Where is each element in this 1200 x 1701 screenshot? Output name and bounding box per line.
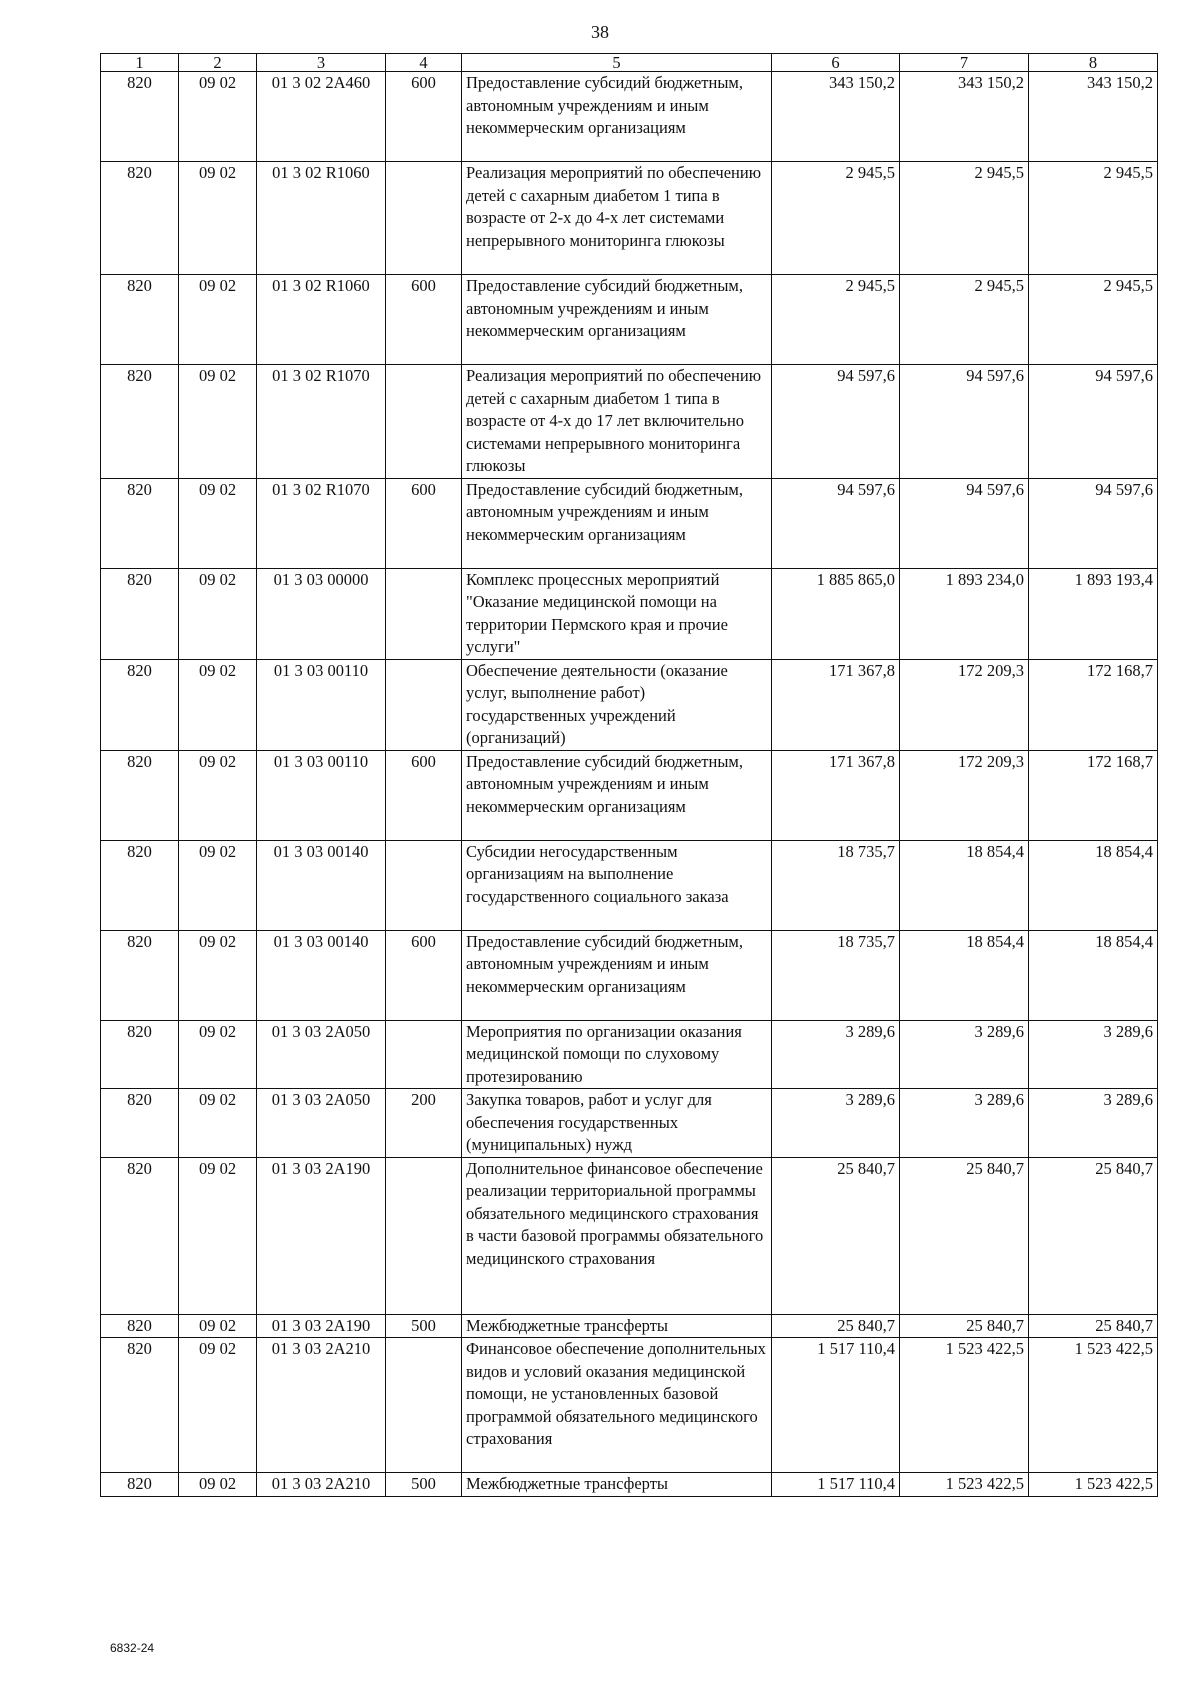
column-header-1: 1 (101, 54, 179, 72)
cell-amount-8: 18 854,4 (1029, 840, 1158, 930)
cell-description: Реализация мероприятий по обеспечению детей с сахарным диабетом 1 типа в возрасте от 2-х до 4-х лет системами непрерывного мониторинга глюкозы (462, 162, 772, 275)
cell-section: 09 02 (179, 568, 257, 659)
cell-expense-type (386, 659, 462, 750)
cell-expense-type: 200 (386, 1089, 462, 1158)
cell-amount-6: 94 597,6 (772, 365, 900, 479)
column-header-7: 7 (900, 54, 1029, 72)
cell-target-article: 01 3 03 00000 (257, 568, 386, 659)
cell-rzpr-admin: 820 (101, 1089, 179, 1158)
cell-amount-7: 1 893 234,0 (900, 568, 1029, 659)
cell-amount-6: 1 517 110,4 (772, 1473, 900, 1497)
cell-amount-8: 1 893 193,4 (1029, 568, 1158, 659)
cell-target-article: 01 3 03 00140 (257, 930, 386, 1020)
cell-amount-7: 2 945,5 (900, 162, 1029, 275)
cell-description: Обеспечение деятельности (оказание услуг, выполнение работ) государственных учреждений (организаций) (462, 659, 772, 750)
cell-description: Предоставление субсидий бюджетным, автономным учреждениям и иным некоммерческим организациям (462, 275, 772, 365)
table-row (101, 478, 1158, 568)
cell-target-article: 01 3 03 2A190 (257, 1157, 386, 1314)
cell-expense-type: 600 (386, 275, 462, 365)
document-code: 6832-24 (110, 1641, 155, 1655)
cell-target-article: 01 3 02 R1060 (257, 275, 386, 365)
cell-description: Комплекс процессных мероприятий "Оказание медицинской помощи на территории Пермского края и прочие услуги" (462, 568, 772, 659)
cell-target-article: 01 3 03 00110 (257, 750, 386, 840)
cell-description: Мероприятия по организации оказания медицинской помощи по слуховому протезированию (462, 1020, 772, 1089)
cell-section: 09 02 (179, 72, 257, 162)
cell-expense-type (386, 162, 462, 275)
cell-rzpr-admin: 820 (101, 162, 179, 275)
cell-amount-6: 1 517 110,4 (772, 1338, 900, 1473)
column-header-3: 3 (257, 54, 386, 72)
cell-expense-type (386, 1020, 462, 1089)
cell-section: 09 02 (179, 1473, 257, 1497)
cell-amount-6: 18 735,7 (772, 930, 900, 1020)
cell-target-article: 01 3 02 2A460 (257, 72, 386, 162)
cell-rzpr-admin: 820 (101, 930, 179, 1020)
cell-amount-6: 18 735,7 (772, 840, 900, 930)
cell-section: 09 02 (179, 162, 257, 275)
cell-rzpr-admin: 820 (101, 478, 179, 568)
cell-amount-6: 171 367,8 (772, 659, 900, 750)
column-header-8: 8 (1029, 54, 1158, 72)
cell-amount-8: 25 840,7 (1029, 1157, 1158, 1314)
table-body (101, 72, 1158, 1497)
cell-amount-8: 172 168,7 (1029, 750, 1158, 840)
cell-amount-8: 3 289,6 (1029, 1020, 1158, 1089)
table-row (101, 1473, 1158, 1497)
cell-description: Закупка товаров, работ и услуг для обеспечения государственных (муниципальных) нужд (462, 1089, 772, 1158)
cell-rzpr-admin: 820 (101, 365, 179, 479)
cell-expense-type: 500 (386, 1314, 462, 1338)
cell-amount-7: 25 840,7 (900, 1157, 1029, 1314)
table-row (101, 840, 1158, 930)
table-row (101, 275, 1158, 365)
budget-table (100, 53, 1158, 1497)
cell-amount-6: 2 945,5 (772, 162, 900, 275)
column-header-6: 6 (772, 54, 900, 72)
cell-amount-6: 171 367,8 (772, 750, 900, 840)
cell-amount-7: 3 289,6 (900, 1020, 1029, 1089)
cell-amount-7: 18 854,4 (900, 930, 1029, 1020)
cell-description: Межбюджетные трансферты (462, 1314, 772, 1338)
table-row (101, 365, 1158, 479)
cell-rzpr-admin: 820 (101, 1473, 179, 1497)
cell-amount-7: 1 523 422,5 (900, 1473, 1029, 1497)
cell-target-article: 01 3 03 2A050 (257, 1020, 386, 1089)
cell-amount-7: 25 840,7 (900, 1314, 1029, 1338)
cell-amount-7: 94 597,6 (900, 478, 1029, 568)
table-row (101, 1314, 1158, 1338)
cell-section: 09 02 (179, 1157, 257, 1314)
cell-section: 09 02 (179, 365, 257, 479)
cell-target-article: 01 3 03 00110 (257, 659, 386, 750)
cell-expense-type: 600 (386, 72, 462, 162)
cell-target-article: 01 3 03 2A190 (257, 1314, 386, 1338)
cell-expense-type: 600 (386, 750, 462, 840)
cell-section: 09 02 (179, 659, 257, 750)
cell-rzpr-admin: 820 (101, 72, 179, 162)
cell-description: Дополнительное финансовое обеспечение реализации территориальной программы обязательного медицинского страхования в части базовой программы обязательного медицинского страхования (462, 1157, 772, 1314)
cell-amount-6: 25 840,7 (772, 1314, 900, 1338)
table-row (101, 568, 1158, 659)
cell-section: 09 02 (179, 930, 257, 1020)
cell-amount-7: 94 597,6 (900, 365, 1029, 479)
table-row (101, 930, 1158, 1020)
cell-amount-8: 1 523 422,5 (1029, 1338, 1158, 1473)
cell-target-article: 01 3 02 R1060 (257, 162, 386, 275)
cell-amount-8: 94 597,6 (1029, 365, 1158, 479)
cell-section: 09 02 (179, 1314, 257, 1338)
table-row (101, 72, 1158, 162)
cell-section: 09 02 (179, 750, 257, 840)
cell-description: Предоставление субсидий бюджетным, автономным учреждениям и иным некоммерческим организациям (462, 750, 772, 840)
cell-amount-6: 3 289,6 (772, 1089, 900, 1158)
cell-amount-8: 1 523 422,5 (1029, 1473, 1158, 1497)
cell-target-article: 01 3 03 00140 (257, 840, 386, 930)
cell-target-article: 01 3 03 2A210 (257, 1338, 386, 1473)
column-header-5: 5 (462, 54, 772, 72)
cell-amount-6: 343 150,2 (772, 72, 900, 162)
cell-description: Предоставление субсидий бюджетным, автономным учреждениям и иным некоммерческим организациям (462, 930, 772, 1020)
table-row (101, 659, 1158, 750)
cell-amount-8: 3 289,6 (1029, 1089, 1158, 1158)
cell-amount-8: 172 168,7 (1029, 659, 1158, 750)
cell-rzpr-admin: 820 (101, 659, 179, 750)
cell-amount-7: 2 945,5 (900, 275, 1029, 365)
cell-rzpr-admin: 820 (101, 1020, 179, 1089)
cell-amount-6: 25 840,7 (772, 1157, 900, 1314)
cell-rzpr-admin: 820 (101, 840, 179, 930)
cell-amount-8: 343 150,2 (1029, 72, 1158, 162)
column-header-2: 2 (179, 54, 257, 72)
cell-description: Предоставление субсидий бюджетным, автономным учреждениям и иным некоммерческим организациям (462, 478, 772, 568)
column-number-row (101, 54, 1158, 72)
cell-expense-type (386, 568, 462, 659)
cell-rzpr-admin: 820 (101, 1314, 179, 1338)
cell-rzpr-admin: 820 (101, 1157, 179, 1314)
cell-section: 09 02 (179, 1338, 257, 1473)
cell-rzpr-admin: 820 (101, 568, 179, 659)
table-row (101, 1020, 1158, 1089)
cell-amount-8: 2 945,5 (1029, 275, 1158, 365)
cell-amount-6: 2 945,5 (772, 275, 900, 365)
cell-expense-type (386, 1338, 462, 1473)
cell-amount-6: 94 597,6 (772, 478, 900, 568)
cell-description: Предоставление субсидий бюджетным, автономным учреждениям и иным некоммерческим организациям (462, 72, 772, 162)
cell-description: Финансовое обеспечение дополнительных видов и условий оказания медицинской помощи, не установленных базовой программой обязательного медицинского страхования (462, 1338, 772, 1473)
cell-amount-8: 2 945,5 (1029, 162, 1158, 275)
cell-amount-8: 18 854,4 (1029, 930, 1158, 1020)
cell-description: Межбюджетные трансферты (462, 1473, 772, 1497)
table-row (101, 1157, 1158, 1314)
cell-expense-type (386, 1157, 462, 1314)
page-number: 38 (591, 22, 609, 42)
cell-rzpr-admin: 820 (101, 750, 179, 840)
table-row (101, 162, 1158, 275)
cell-amount-6: 1 885 865,0 (772, 568, 900, 659)
cell-amount-8: 94 597,6 (1029, 478, 1158, 568)
cell-expense-type: 600 (386, 478, 462, 568)
column-header-4: 4 (386, 54, 462, 72)
cell-target-article: 01 3 03 2A050 (257, 1089, 386, 1158)
table-row (101, 1089, 1158, 1158)
cell-amount-7: 343 150,2 (900, 72, 1029, 162)
cell-target-article: 01 3 03 2A210 (257, 1473, 386, 1497)
cell-amount-7: 1 523 422,5 (900, 1338, 1029, 1473)
cell-description: Субсидии негосударственным организациям на выполнение государственного социального заказа (462, 840, 772, 930)
cell-expense-type (386, 840, 462, 930)
cell-amount-6: 3 289,6 (772, 1020, 900, 1089)
cell-section: 09 02 (179, 478, 257, 568)
cell-amount-7: 18 854,4 (900, 840, 1029, 930)
cell-amount-7: 172 209,3 (900, 659, 1029, 750)
cell-amount-7: 3 289,6 (900, 1089, 1029, 1158)
table-row (101, 750, 1158, 840)
cell-expense-type (386, 365, 462, 479)
table-row (101, 1338, 1158, 1473)
cell-expense-type: 500 (386, 1473, 462, 1497)
cell-expense-type: 600 (386, 930, 462, 1020)
cell-rzpr-admin: 820 (101, 275, 179, 365)
cell-target-article: 01 3 02 R1070 (257, 478, 386, 568)
cell-section: 09 02 (179, 1020, 257, 1089)
cell-target-article: 01 3 02 R1070 (257, 365, 386, 479)
cell-amount-8: 25 840,7 (1029, 1314, 1158, 1338)
cell-section: 09 02 (179, 275, 257, 365)
cell-section: 09 02 (179, 840, 257, 930)
cell-section: 09 02 (179, 1089, 257, 1158)
cell-amount-7: 172 209,3 (900, 750, 1029, 840)
cell-description: Реализация мероприятий по обеспечению детей с сахарным диабетом 1 типа в возрасте от 4-х до 17 лет включительно системами непрерывного мониторинга глюкозы (462, 365, 772, 479)
cell-rzpr-admin: 820 (101, 1338, 179, 1473)
